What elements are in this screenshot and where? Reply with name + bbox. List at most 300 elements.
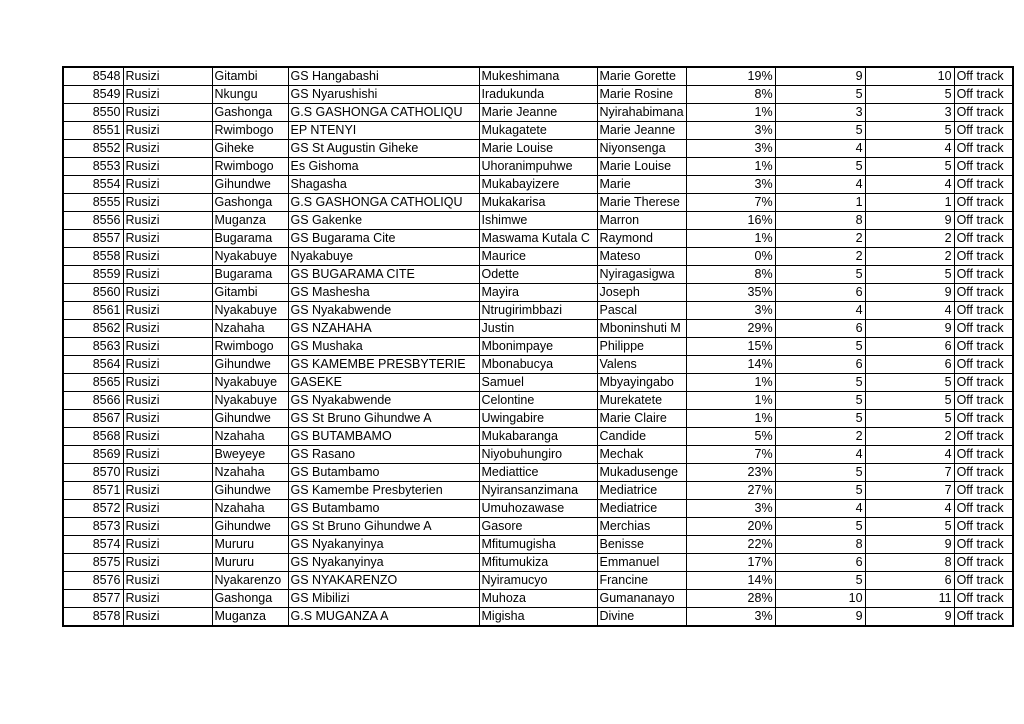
cell-percentage: 23%	[686, 464, 775, 482]
cell-last-name: Ntrugirimbbazi	[479, 302, 597, 320]
cell-sector: Nzahaha	[212, 500, 288, 518]
cell-first-name: Marron	[597, 212, 686, 230]
cell-value-b: 9	[865, 536, 954, 554]
table-row	[63, 266, 1013, 284]
cell-sector: Nzahaha	[212, 464, 288, 482]
cell-district: Rusizi	[123, 248, 212, 266]
cell-value-a: 8	[775, 536, 865, 554]
cell-sector: Giheke	[212, 140, 288, 158]
table-row	[63, 554, 1013, 572]
cell-status: Off track	[954, 608, 1013, 627]
cell-value-a: 9	[775, 608, 865, 627]
cell-row-id: 8548	[63, 67, 123, 86]
cell-last-name: Uwingabire	[479, 410, 597, 428]
cell-value-b: 5	[865, 374, 954, 392]
cell-value-b: 4	[865, 500, 954, 518]
cell-status: Off track	[954, 500, 1013, 518]
cell-percentage: 3%	[686, 140, 775, 158]
cell-sector: Nyakabuye	[212, 248, 288, 266]
cell-value-b: 3	[865, 104, 954, 122]
cell-school-name: Es Gishoma	[288, 158, 479, 176]
cell-school-name: GS BUGARAMA CITE	[288, 266, 479, 284]
cell-sector: Rwimbogo	[212, 338, 288, 356]
cell-school-name: GS Nyakanyinya	[288, 536, 479, 554]
cell-school-name: GS Butambamo	[288, 464, 479, 482]
cell-status: Off track	[954, 284, 1013, 302]
cell-row-id: 8569	[63, 446, 123, 464]
cell-sector: Gitambi	[212, 284, 288, 302]
cell-status: Off track	[954, 428, 1013, 446]
cell-sector: Gashonga	[212, 194, 288, 212]
cell-row-id: 8578	[63, 608, 123, 627]
table-row	[63, 464, 1013, 482]
cell-first-name: Murekatete	[597, 392, 686, 410]
cell-value-b: 6	[865, 356, 954, 374]
cell-school-name: GS KAMEMBE PRESBYTERIE	[288, 356, 479, 374]
cell-percentage: 1%	[686, 392, 775, 410]
cell-value-a: 10	[775, 590, 865, 608]
cell-percentage: 3%	[686, 500, 775, 518]
cell-status: Off track	[954, 392, 1013, 410]
cell-row-id: 8564	[63, 356, 123, 374]
cell-value-b: 4	[865, 140, 954, 158]
cell-row-id: 8562	[63, 320, 123, 338]
cell-value-a: 5	[775, 374, 865, 392]
cell-district: Rusizi	[123, 122, 212, 140]
cell-percentage: 0%	[686, 248, 775, 266]
cell-sector: Bweyeye	[212, 446, 288, 464]
cell-first-name: Benisse	[597, 536, 686, 554]
cell-status: Off track	[954, 86, 1013, 104]
cell-last-name: Umuhozawase	[479, 500, 597, 518]
cell-sector: Rwimbogo	[212, 158, 288, 176]
cell-district: Rusizi	[123, 500, 212, 518]
cell-school-name: GASEKE	[288, 374, 479, 392]
table-row	[63, 428, 1013, 446]
cell-row-id: 8567	[63, 410, 123, 428]
table-row	[63, 500, 1013, 518]
table-row	[63, 140, 1013, 158]
cell-value-b: 6	[865, 338, 954, 356]
cell-first-name: Pascal	[597, 302, 686, 320]
cell-value-b: 5	[865, 266, 954, 284]
cell-last-name: Mbonimpaye	[479, 338, 597, 356]
table-row	[63, 410, 1013, 428]
cell-sector: Nzahaha	[212, 320, 288, 338]
cell-value-a: 1	[775, 194, 865, 212]
cell-last-name: Mukabaranga	[479, 428, 597, 446]
cell-sector: Gitambi	[212, 67, 288, 86]
table-row	[63, 338, 1013, 356]
cell-value-a: 6	[775, 320, 865, 338]
cell-first-name: Mediatrice	[597, 482, 686, 500]
cell-value-b: 7	[865, 482, 954, 500]
cell-value-b: 10	[865, 67, 954, 86]
cell-row-id: 8566	[63, 392, 123, 410]
cell-percentage: 15%	[686, 338, 775, 356]
cell-sector: Muganza	[212, 608, 288, 627]
cell-school-name: GS Nyakanyinya	[288, 554, 479, 572]
cell-first-name: Marie Gorette	[597, 67, 686, 86]
cell-percentage: 14%	[686, 356, 775, 374]
cell-district: Rusizi	[123, 428, 212, 446]
cell-school-name: GS Nyakabwende	[288, 392, 479, 410]
cell-sector: Gihundwe	[212, 482, 288, 500]
table-row	[63, 320, 1013, 338]
cell-status: Off track	[954, 572, 1013, 590]
cell-district: Rusizi	[123, 536, 212, 554]
cell-last-name: Mfitumugisha	[479, 536, 597, 554]
cell-percentage: 1%	[686, 158, 775, 176]
cell-district: Rusizi	[123, 140, 212, 158]
cell-school-name: Nyakabuye	[288, 248, 479, 266]
cell-status: Off track	[954, 266, 1013, 284]
cell-status: Off track	[954, 464, 1013, 482]
table-body	[63, 67, 1013, 626]
cell-last-name: Mukabayizere	[479, 176, 597, 194]
cell-last-name: Nyiramucyo	[479, 572, 597, 590]
cell-value-a: 8	[775, 212, 865, 230]
cell-value-a: 5	[775, 122, 865, 140]
cell-sector: Mururu	[212, 536, 288, 554]
cell-last-name: Maurice	[479, 248, 597, 266]
cell-percentage: 22%	[686, 536, 775, 554]
cell-school-name: Shagasha	[288, 176, 479, 194]
cell-last-name: Mfitumukiza	[479, 554, 597, 572]
cell-row-id: 8573	[63, 518, 123, 536]
cell-school-name: GS Kamembe Presbyterien	[288, 482, 479, 500]
cell-row-id: 8552	[63, 140, 123, 158]
cell-percentage: 29%	[686, 320, 775, 338]
cell-first-name: Mukadusenge	[597, 464, 686, 482]
cell-value-a: 2	[775, 248, 865, 266]
cell-district: Rusizi	[123, 86, 212, 104]
table-row	[63, 122, 1013, 140]
cell-value-a: 2	[775, 428, 865, 446]
cell-last-name: Ishimwe	[479, 212, 597, 230]
cell-district: Rusizi	[123, 67, 212, 86]
cell-status: Off track	[954, 67, 1013, 86]
cell-value-a: 5	[775, 572, 865, 590]
cell-percentage: 3%	[686, 122, 775, 140]
cell-first-name: Divine	[597, 608, 686, 627]
cell-school-name: GS Hangabashi	[288, 67, 479, 86]
cell-value-b: 7	[865, 464, 954, 482]
cell-status: Off track	[954, 104, 1013, 122]
table-row	[63, 608, 1013, 627]
cell-sector: Nkungu	[212, 86, 288, 104]
cell-value-b: 5	[865, 410, 954, 428]
cell-status: Off track	[954, 410, 1013, 428]
cell-sector: Nyakabuye	[212, 302, 288, 320]
cell-last-name: Gasore	[479, 518, 597, 536]
cell-row-id: 8575	[63, 554, 123, 572]
cell-last-name: Mayira	[479, 284, 597, 302]
cell-value-b: 4	[865, 176, 954, 194]
cell-school-name: GS NYAKARENZO	[288, 572, 479, 590]
cell-value-a: 4	[775, 140, 865, 158]
data-table	[62, 66, 1014, 627]
cell-value-b: 11	[865, 590, 954, 608]
table-row	[63, 86, 1013, 104]
cell-sector: Mururu	[212, 554, 288, 572]
cell-last-name: Marie Jeanne	[479, 104, 597, 122]
cell-first-name: Marie Therese	[597, 194, 686, 212]
cell-status: Off track	[954, 176, 1013, 194]
cell-value-a: 4	[775, 176, 865, 194]
cell-district: Rusizi	[123, 374, 212, 392]
cell-sector: Gihundwe	[212, 410, 288, 428]
cell-last-name: Mbonabucya	[479, 356, 597, 374]
table-row	[63, 392, 1013, 410]
cell-district: Rusizi	[123, 266, 212, 284]
cell-district: Rusizi	[123, 212, 212, 230]
cell-school-name: GS BUTAMBAMO	[288, 428, 479, 446]
table-row	[63, 482, 1013, 500]
cell-row-id: 8553	[63, 158, 123, 176]
table-row	[63, 67, 1013, 86]
cell-value-b: 9	[865, 608, 954, 627]
cell-row-id: 8558	[63, 248, 123, 266]
cell-status: Off track	[954, 320, 1013, 338]
cell-row-id: 8571	[63, 482, 123, 500]
cell-school-name: GS Mibilizi	[288, 590, 479, 608]
cell-percentage: 5%	[686, 428, 775, 446]
cell-sector: Gihundwe	[212, 518, 288, 536]
cell-percentage: 1%	[686, 104, 775, 122]
cell-last-name: Mediattice	[479, 464, 597, 482]
cell-last-name: Justin	[479, 320, 597, 338]
cell-percentage: 27%	[686, 482, 775, 500]
cell-school-name: GS Rasano	[288, 446, 479, 464]
cell-sector: Gihundwe	[212, 176, 288, 194]
cell-first-name: Francine	[597, 572, 686, 590]
cell-school-name: GS Butambamo	[288, 500, 479, 518]
cell-status: Off track	[954, 590, 1013, 608]
cell-sector: Bugarama	[212, 266, 288, 284]
cell-row-id: 8574	[63, 536, 123, 554]
cell-value-a: 5	[775, 392, 865, 410]
cell-row-id: 8576	[63, 572, 123, 590]
cell-school-name: GS Mashesha	[288, 284, 479, 302]
cell-first-name: Emmanuel	[597, 554, 686, 572]
cell-percentage: 1%	[686, 410, 775, 428]
cell-value-a: 2	[775, 230, 865, 248]
cell-district: Rusizi	[123, 356, 212, 374]
cell-sector: Nyakarenzo	[212, 572, 288, 590]
cell-district: Rusizi	[123, 572, 212, 590]
cell-sector: Rwimbogo	[212, 122, 288, 140]
cell-first-name: Marie Rosine	[597, 86, 686, 104]
cell-school-name: GS St Bruno Gihundwe A	[288, 518, 479, 536]
cell-value-b: 5	[865, 158, 954, 176]
cell-row-id: 8557	[63, 230, 123, 248]
cell-first-name: Nyirahabimana	[597, 104, 686, 122]
cell-value-a: 4	[775, 446, 865, 464]
cell-first-name: Valens	[597, 356, 686, 374]
cell-district: Rusizi	[123, 590, 212, 608]
cell-value-a: 4	[775, 302, 865, 320]
cell-status: Off track	[954, 338, 1013, 356]
cell-row-id: 8565	[63, 374, 123, 392]
cell-status: Off track	[954, 446, 1013, 464]
cell-district: Rusizi	[123, 194, 212, 212]
cell-status: Off track	[954, 140, 1013, 158]
cell-sector: Bugarama	[212, 230, 288, 248]
cell-last-name: Iradukunda	[479, 86, 597, 104]
cell-percentage: 1%	[686, 374, 775, 392]
cell-value-b: 9	[865, 320, 954, 338]
cell-value-b: 2	[865, 230, 954, 248]
cell-status: Off track	[954, 482, 1013, 500]
cell-first-name: Nyiragasigwa	[597, 266, 686, 284]
cell-first-name: Philippe	[597, 338, 686, 356]
cell-school-name: G.S GASHONGA CATHOLIQU	[288, 194, 479, 212]
cell-row-id: 8570	[63, 464, 123, 482]
cell-percentage: 3%	[686, 608, 775, 627]
cell-district: Rusizi	[123, 230, 212, 248]
cell-school-name: GS St Augustin Giheke	[288, 140, 479, 158]
table-row	[63, 572, 1013, 590]
cell-value-b: 5	[865, 122, 954, 140]
cell-status: Off track	[954, 122, 1013, 140]
cell-last-name: Odette	[479, 266, 597, 284]
cell-school-name: GS Nyakabwende	[288, 302, 479, 320]
cell-value-a: 5	[775, 482, 865, 500]
cell-percentage: 7%	[686, 446, 775, 464]
cell-value-b: 4	[865, 302, 954, 320]
cell-status: Off track	[954, 554, 1013, 572]
cell-school-name: G.S GASHONGA CATHOLIQU	[288, 104, 479, 122]
cell-value-a: 5	[775, 158, 865, 176]
table-row	[63, 518, 1013, 536]
cell-percentage: 28%	[686, 590, 775, 608]
cell-status: Off track	[954, 302, 1013, 320]
table-row	[63, 356, 1013, 374]
cell-last-name: Samuel	[479, 374, 597, 392]
cell-district: Rusizi	[123, 446, 212, 464]
cell-school-name: GS Nyarushishi	[288, 86, 479, 104]
cell-last-name: Niyobuhungiro	[479, 446, 597, 464]
cell-value-a: 9	[775, 67, 865, 86]
cell-percentage: 17%	[686, 554, 775, 572]
table-row	[63, 104, 1013, 122]
cell-percentage: 16%	[686, 212, 775, 230]
cell-percentage: 19%	[686, 67, 775, 86]
cell-value-b: 5	[865, 518, 954, 536]
cell-row-id: 8572	[63, 500, 123, 518]
cell-value-b: 5	[865, 86, 954, 104]
cell-district: Rusizi	[123, 176, 212, 194]
cell-status: Off track	[954, 374, 1013, 392]
cell-status: Off track	[954, 356, 1013, 374]
cell-last-name: Muhoza	[479, 590, 597, 608]
table-row	[63, 590, 1013, 608]
cell-status: Off track	[954, 518, 1013, 536]
cell-status: Off track	[954, 158, 1013, 176]
cell-row-id: 8568	[63, 428, 123, 446]
cell-school-name: GS Bugarama Cite	[288, 230, 479, 248]
cell-percentage: 8%	[686, 266, 775, 284]
cell-status: Off track	[954, 230, 1013, 248]
cell-row-id: 8551	[63, 122, 123, 140]
cell-value-a: 6	[775, 356, 865, 374]
cell-row-id: 8561	[63, 302, 123, 320]
cell-school-name: GS St Bruno Gihundwe A	[288, 410, 479, 428]
table-row	[63, 374, 1013, 392]
cell-first-name: Mboninshuti M	[597, 320, 686, 338]
cell-row-id: 8559	[63, 266, 123, 284]
cell-value-b: 2	[865, 428, 954, 446]
cell-last-name: Uhoranimpuhwe	[479, 158, 597, 176]
cell-last-name: Nyiransanzimana	[479, 482, 597, 500]
cell-value-a: 5	[775, 410, 865, 428]
cell-sector: Muganza	[212, 212, 288, 230]
cell-percentage: 3%	[686, 302, 775, 320]
cell-value-b: 8	[865, 554, 954, 572]
cell-value-a: 4	[775, 500, 865, 518]
cell-row-id: 8556	[63, 212, 123, 230]
cell-sector: Nyakabuye	[212, 374, 288, 392]
cell-value-b: 6	[865, 572, 954, 590]
cell-value-b: 5	[865, 392, 954, 410]
cell-first-name: Marie Claire	[597, 410, 686, 428]
cell-value-a: 6	[775, 284, 865, 302]
cell-percentage: 1%	[686, 230, 775, 248]
cell-district: Rusizi	[123, 158, 212, 176]
cell-first-name: Niyonsenga	[597, 140, 686, 158]
cell-first-name: Marie Louise	[597, 158, 686, 176]
cell-value-b: 1	[865, 194, 954, 212]
cell-sector: Nzahaha	[212, 428, 288, 446]
cell-first-name: Marie Jeanne	[597, 122, 686, 140]
cell-value-a: 5	[775, 518, 865, 536]
cell-first-name: Joseph	[597, 284, 686, 302]
cell-percentage: 35%	[686, 284, 775, 302]
cell-first-name: Marie	[597, 176, 686, 194]
cell-district: Rusizi	[123, 392, 212, 410]
cell-percentage: 8%	[686, 86, 775, 104]
cell-school-name: GS NZAHAHA	[288, 320, 479, 338]
cell-row-id: 8555	[63, 194, 123, 212]
cell-last-name: Mukakarisa	[479, 194, 597, 212]
cell-district: Rusizi	[123, 104, 212, 122]
cell-sector: Gashonga	[212, 590, 288, 608]
cell-last-name: Celontine	[479, 392, 597, 410]
cell-percentage: 14%	[686, 572, 775, 590]
cell-percentage: 3%	[686, 176, 775, 194]
cell-first-name: Raymond	[597, 230, 686, 248]
cell-row-id: 8560	[63, 284, 123, 302]
cell-first-name: Mateso	[597, 248, 686, 266]
cell-status: Off track	[954, 194, 1013, 212]
cell-percentage: 20%	[686, 518, 775, 536]
table-row	[63, 230, 1013, 248]
cell-value-b: 9	[865, 212, 954, 230]
cell-district: Rusizi	[123, 320, 212, 338]
cell-value-b: 2	[865, 248, 954, 266]
cell-school-name: EP NTENYI	[288, 122, 479, 140]
cell-first-name: Candide	[597, 428, 686, 446]
table-row	[63, 176, 1013, 194]
cell-first-name: Gumananayo	[597, 590, 686, 608]
cell-school-name: G.S MUGANZA A	[288, 608, 479, 627]
table-row	[63, 284, 1013, 302]
table-row	[63, 536, 1013, 554]
table-row	[63, 446, 1013, 464]
cell-percentage: 7%	[686, 194, 775, 212]
cell-first-name: Mechak	[597, 446, 686, 464]
